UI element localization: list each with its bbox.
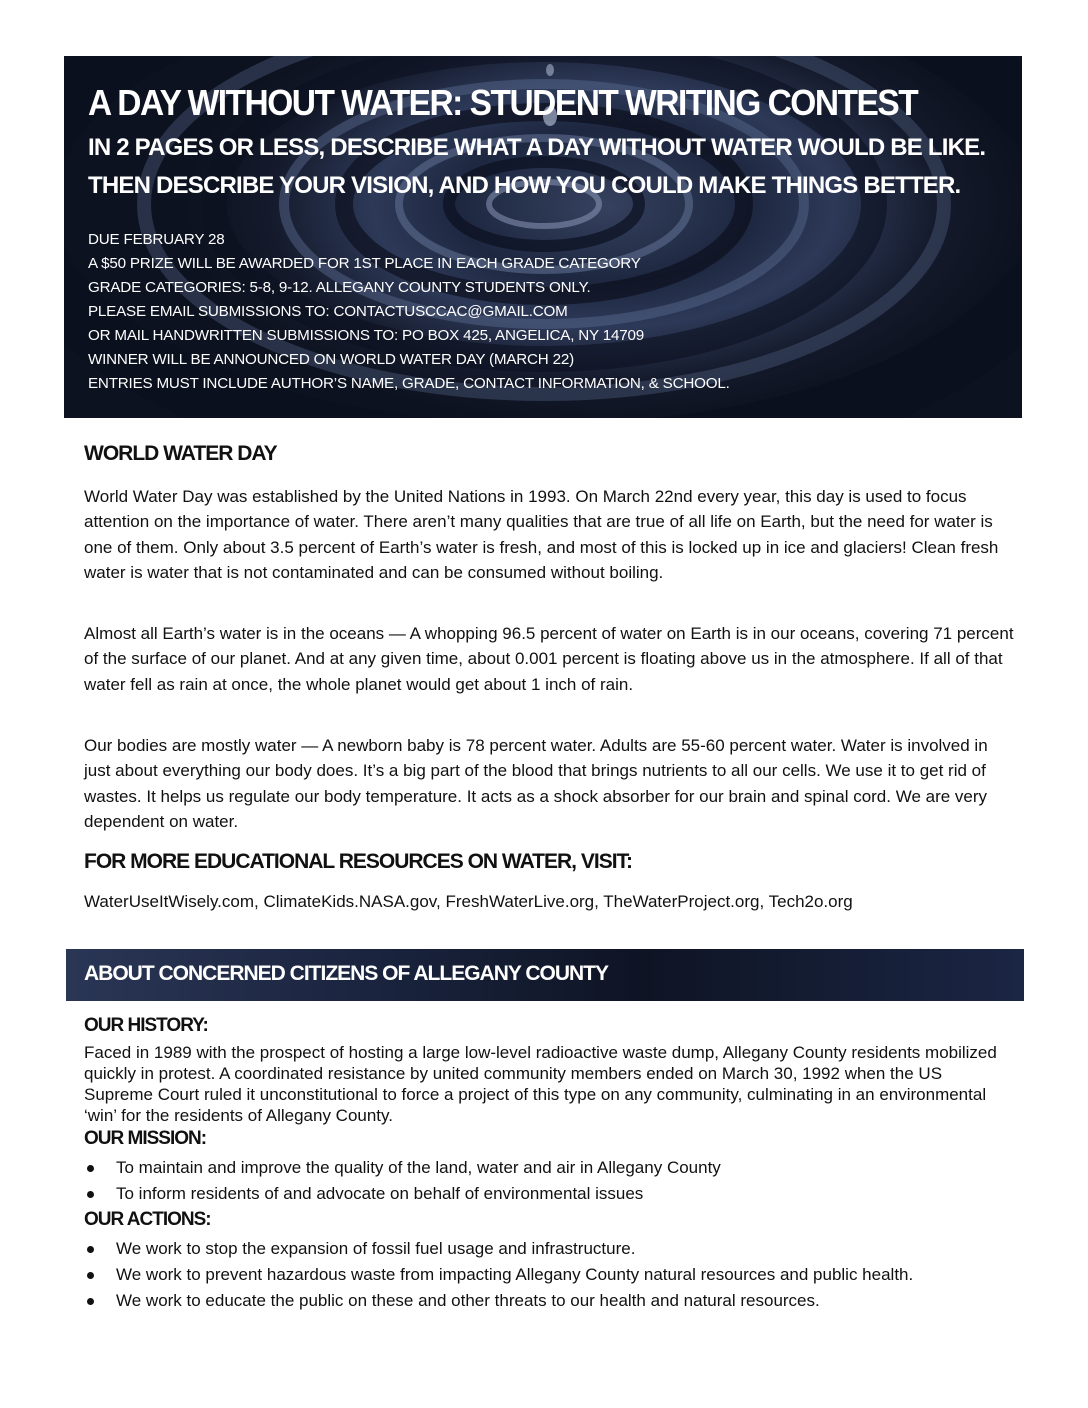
resources-links: WaterUseItWisely.com, ClimateKids.NASA.gov, FreshWaterLive.org, TheWaterProject.org, Tech2o.org (84, 892, 853, 911)
world-water-day-heading: WORLD WATER DAY (84, 442, 277, 465)
mission-list (84, 1155, 721, 1207)
contest-banner (64, 56, 1022, 418)
bullet-icon (87, 1298, 94, 1305)
about-heading: ABOUT CONCERNED CITIZENS OF ALLEGANY COUNTY (84, 962, 609, 985)
list-item: We work to educate the public on these and other threats to our health and natural resources. (84, 1288, 913, 1314)
contest-subtitle-line-2: THEN DESCRIBE YOUR VISION, AND HOW YOU COULD MAKE THINGS BETTER. (88, 172, 961, 199)
detail-grade-categories: GRADE CATEGORIES: 5-8, 9-12. ALLEGANY COUNTY STUDENTS ONLY. (88, 279, 591, 296)
bullet-icon (87, 1272, 94, 1279)
detail-mail: OR MAIL HANDWRITTEN SUBMISSIONS TO: PO BOX 425, ANGELICA, NY 14709 (88, 327, 644, 344)
resources-heading: FOR MORE EDUCATIONAL RESOURCES ON WATER, VISIT: (84, 850, 633, 873)
list-item: To maintain and improve the quality of the land, water and air in Allegany County (84, 1155, 721, 1181)
detail-entry-requirements: ENTRIES MUST INCLUDE AUTHOR’S NAME, GRADE, CONTACT INFORMATION, & SCHOOL. (88, 375, 730, 392)
list-item: We work to prevent hazardous waste from impacting Allegany County natural resources and public health. (84, 1262, 913, 1288)
world-water-day-paragraph-3: Our bodies are mostly water — A newborn baby is 78 percent water. Adults are 55-60 percent water. Water is involved in just about everything our body does. It’s a big part of the blood that brings nutrients to all our cells. We use it to get rid of wastes. It helps us regulate our body temperature. It acts as a shock absorber for our brain and spinal cord. We are very dependent on water. (84, 736, 988, 831)
about-section-header-bar (66, 949, 1024, 1001)
contest-title: A DAY WITHOUT WATER: STUDENT WRITING CONTEST (88, 82, 918, 123)
world-water-day-paragraph-1: World Water Day was established by the United Nations in 1993. On March 22nd every year, this day is used to focus attention on the importance of water. There aren’t many qualities that are true of all life on Earth, but the need for water is one of them. Only about 3.5 percent of Earth’s water is fresh, and most of this is locked up in ice and glaciers! Clean fresh water is water that is not contaminated and can be consumed without boiling. (84, 487, 999, 582)
detail-due-date: DUE FEBRUARY 28 (88, 231, 225, 248)
actions-list (84, 1236, 913, 1314)
world-water-day-paragraph-2: Almost all Earth’s water is in the oceans — A whopping 96.5 percent of water on Earth is in our oceans, covering 71 percent of the surface of our planet. And at any given time, about 0.001 percent is floating above us in the atmosphere. If all of that water fell as rain at once, the whole planet would get about 1 inch of rain. (84, 624, 1014, 694)
detail-prize: A $50 PRIZE WILL BE AWARDED FOR 1ST PLACE IN EACH GRADE CATEGORY (88, 255, 641, 272)
mission-heading: OUR MISSION: (84, 1128, 207, 1149)
detail-winner-announcement: WINNER WILL BE ANNOUNCED ON WORLD WATER DAY (MARCH 22) (88, 351, 574, 368)
contest-details (88, 228, 730, 396)
contest-subtitle-line-1: IN 2 PAGES OR LESS, DESCRIBE WHAT A DAY WITHOUT WATER WOULD BE LIKE. (88, 134, 986, 161)
bullet-icon (87, 1165, 94, 1172)
list-item: We work to stop the expansion of fossil fuel usage and infrastructure. (84, 1236, 913, 1262)
actions-heading: OUR ACTIONS: (84, 1209, 211, 1230)
detail-email: PLEASE EMAIL SUBMISSIONS TO: CONTACTUSCCAC@GMAIL.COM (88, 303, 568, 320)
history-heading: OUR HISTORY: (84, 1015, 208, 1036)
history-text: Faced in 1989 with the prospect of hosting a large low-level radioactive waste dump, Allegany County residents mobilized quickly in protest. A coordinated resistance by united community members ended on March 30, 1992 when the US Supreme Court ruled it unconstitutional to force a project of this type on any community, culminating in an environmental ‘win’ for the residents of Allegany County. (84, 1043, 997, 1125)
bullet-icon (87, 1246, 94, 1253)
bullet-icon (87, 1191, 94, 1198)
list-item: To inform residents of and advocate on behalf of environmental issues (84, 1181, 721, 1207)
